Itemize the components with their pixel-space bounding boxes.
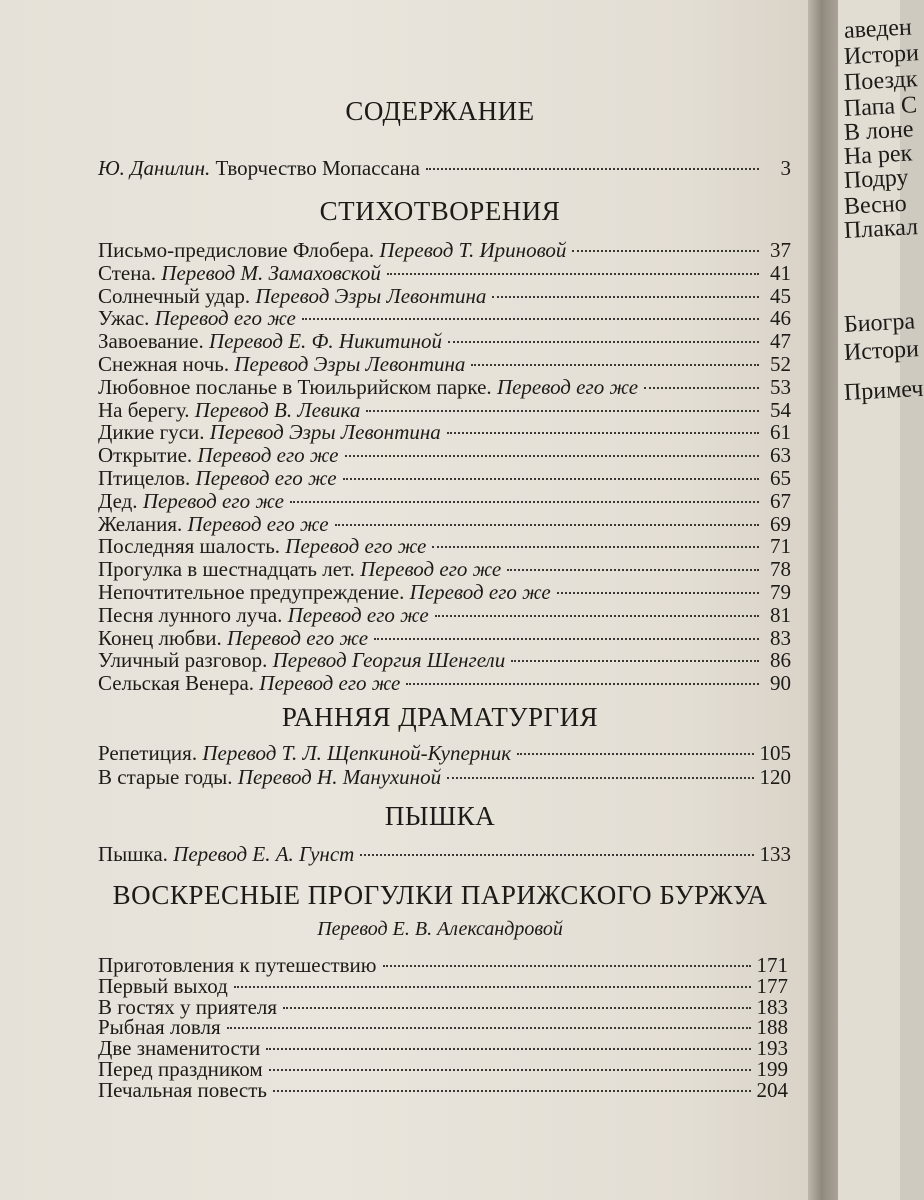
- contents-heading: СОДЕРЖАНИЕ: [345, 96, 535, 126]
- facing-page-fragment: Биогра: [843, 308, 916, 338]
- toc-entry-title: [98, 329, 442, 353]
- toc-entry-translator: Перевод его же: [360, 557, 502, 582]
- toc-entry-title-text: В гостях у приятеля: [98, 994, 278, 1019]
- toc-entry-translator: Перевод его же: [409, 580, 551, 604]
- toc-entry-translator: Перевод Эзры Левонтина: [209, 420, 441, 445]
- dot-leader: [290, 501, 759, 503]
- toc-entry-page: 177: [756, 973, 788, 998]
- dot-leader: [234, 986, 751, 988]
- toc-entry: [98, 741, 791, 765]
- dot-leader: [302, 318, 759, 320]
- toc-entry-translator: Перевод его же: [227, 625, 369, 650]
- toc-entry: [98, 489, 791, 513]
- toc-entry-page: 81: [770, 602, 791, 627]
- dot-leader: [283, 1007, 750, 1009]
- toc-entry-title-text: Первый выход: [98, 973, 228, 998]
- toc-entry-page: 105: [759, 741, 791, 765]
- dot-leader: [447, 432, 759, 434]
- dot-leader: [471, 364, 759, 366]
- toc-entry-page: 54: [770, 397, 791, 422]
- toc-entry-title-text: Рыбная ловля: [98, 1015, 221, 1040]
- toc-entry: [98, 557, 791, 581]
- toc-entry-intro: [98, 156, 791, 180]
- facing-page-fragment: На рек: [843, 140, 913, 170]
- toc-entry-title: [98, 489, 284, 513]
- toc-entry-translator: Перевод Т. Ириновой: [379, 238, 567, 262]
- toc-entry: [98, 238, 791, 262]
- facing-page-fragment: Истори: [843, 40, 920, 70]
- toc-entry-page: 53: [770, 374, 791, 399]
- dot-leader: [432, 546, 759, 548]
- toc-entry-translator: Перевод его же: [496, 374, 639, 399]
- toc-entry-page: 46: [770, 306, 791, 331]
- toc-entry-translator: Перевод Е. Ф. Никитиной: [208, 329, 442, 354]
- facing-page-fragment: Весно: [843, 190, 908, 220]
- toc-entry-page: 171: [756, 953, 788, 977]
- toc-entry-title-text: Солнечный удар.: [98, 283, 251, 308]
- toc-entry-title: [98, 534, 426, 558]
- toc-entry-translator: Перевод его же: [195, 466, 337, 490]
- toc-entry-page: 65: [770, 466, 791, 490]
- toc-entry-title-text: На берегу.: [98, 397, 190, 422]
- toc-entry-title: [98, 156, 420, 180]
- toc-entry-title-text: Птицелов.: [98, 466, 191, 490]
- toc-entry-translator: Перевод его же: [197, 443, 339, 468]
- toc-entry-title-text: Приготовления к путешествию: [98, 953, 377, 977]
- toc-entry: [98, 842, 791, 866]
- dot-leader: [447, 777, 753, 779]
- toc-entry-page: 69: [770, 511, 791, 536]
- dot-leader: [435, 615, 759, 617]
- facing-page-fragment: Папа С: [843, 92, 918, 122]
- toc-entry-translator: Перевод его же: [154, 306, 296, 331]
- toc-entry: [98, 534, 791, 558]
- toc-entry-title-text: Сельская Венера.: [98, 671, 255, 696]
- facing-page-fragment: В лоне: [843, 116, 915, 146]
- toc-entry: [98, 375, 791, 399]
- toc-entry-title-text: Стена.: [98, 260, 157, 285]
- toc-entry-title-text: В старые годы.: [98, 765, 233, 789]
- toc-entry: [98, 580, 791, 604]
- dot-leader: [387, 273, 759, 275]
- dot-leader: [269, 1069, 751, 1071]
- dot-leader: [517, 753, 753, 755]
- toc-entry-title-text: Письмо-предисловие Флобера.: [98, 238, 375, 262]
- toc-entry-title-text: Завоевание.: [98, 329, 204, 354]
- book-gutter: [808, 0, 838, 1200]
- facing-page-fragment: Подру: [843, 164, 910, 194]
- section-heading-drama: РАННЯЯ ДРАМАТУРГИЯ: [281, 702, 599, 732]
- toc-entry-page: 45: [770, 283, 791, 308]
- toc-entry: [98, 352, 791, 376]
- toc-entry: [98, 420, 791, 444]
- toc-entry-translator: Перевод В. Левика: [194, 397, 361, 422]
- toc-entry: [98, 329, 791, 353]
- toc-entry-page: 61: [770, 420, 791, 445]
- dot-leader: [343, 478, 759, 480]
- toc-entry-page: 133: [759, 842, 791, 866]
- toc-entry-title-text: Прогулка в шестнадцать лет.: [98, 557, 355, 582]
- dot-leader: [266, 1048, 750, 1050]
- toc-entry-title: [98, 466, 337, 490]
- toc-entry-translator: Перевод его же: [287, 602, 429, 627]
- dot-leader: [383, 965, 751, 967]
- toc-entry-title: [98, 603, 429, 627]
- toc-entry-title-text: Творчество Мопассана: [215, 156, 420, 180]
- section-heading-poems: СТИХОТВОРЕНИЯ: [319, 196, 561, 226]
- toc-entry-page: 90: [770, 671, 791, 696]
- toc-entry-title: [98, 557, 501, 581]
- toc-entry-title-text: Репетиция.: [98, 741, 198, 765]
- toc-entry: [98, 306, 791, 330]
- toc-entry-page: 193: [756, 1036, 788, 1061]
- dot-leader: [335, 524, 759, 526]
- toc-entry-page: 86: [770, 648, 791, 673]
- toc-entry-title-text: Любовное посланье в Тюильрийском парке.: [98, 374, 492, 399]
- toc-entry-title: [98, 1078, 267, 1102]
- toc-entry-title: [98, 443, 339, 467]
- toc-entry-page: 204: [756, 1077, 788, 1102]
- toc-entry-translator: Перевод его же: [142, 488, 284, 513]
- toc-entry-title: [98, 284, 486, 308]
- toc-entry-title-text: Открытие.: [98, 443, 193, 468]
- dot-leader: [557, 592, 759, 594]
- facing-page-fragment: Плакал: [843, 214, 919, 244]
- toc-entry-title-text: Пышка.: [98, 842, 168, 866]
- toc-entry-page: 183: [756, 994, 788, 1019]
- dot-leader: [572, 250, 759, 252]
- toc-entry-title: [98, 420, 441, 444]
- dot-leader: [507, 569, 759, 571]
- toc-entry: [98, 284, 791, 308]
- toc-entry-translator: Перевод Эзры Левонтина: [255, 283, 487, 308]
- toc-entry: [98, 1078, 788, 1102]
- toc-entry: [98, 261, 791, 285]
- toc-entry-title: [98, 671, 400, 695]
- toc-entry-title: [98, 741, 511, 765]
- toc-entry-author: Ю. Данилин.: [98, 156, 211, 180]
- facing-page-fragment: Примеч: [843, 375, 924, 406]
- toc-entry-title-text: Непочтительное предупреждение.: [98, 580, 405, 604]
- dot-leader: [511, 660, 759, 662]
- dot-leader: [492, 296, 759, 298]
- toc-entry-title: [98, 261, 381, 285]
- toc-entry-page: 37: [770, 238, 791, 262]
- toc-entry-page: 188: [756, 1015, 788, 1040]
- toc-entry-page: 83: [770, 625, 791, 650]
- toc-entry-title: [98, 842, 354, 866]
- toc-entry-page: 41: [770, 260, 791, 285]
- dot-leader: [227, 1027, 751, 1029]
- toc-entry-title-text: Перед праздником: [98, 1057, 263, 1081]
- facing-page-fragment: Поездк: [843, 66, 919, 96]
- dot-leader: [406, 683, 759, 685]
- dot-leader: [273, 1090, 750, 1092]
- toc-entry-page: 79: [770, 580, 791, 604]
- toc-entry-page: 52: [770, 352, 791, 376]
- toc-entry-title: [98, 238, 566, 262]
- toc-entry-page: 63: [770, 443, 791, 468]
- toc-entry-title: [98, 352, 465, 376]
- toc-entry: [98, 671, 791, 695]
- dot-leader: [448, 341, 759, 343]
- toc-entry-title-text: Печальная повесть: [98, 1077, 268, 1102]
- toc-entry: [98, 603, 791, 627]
- toc-entry-translator: Перевод его же: [259, 671, 401, 696]
- toc-entry: [98, 765, 791, 789]
- toc-entry-title: [98, 306, 296, 330]
- facing-page: [838, 0, 924, 1200]
- dot-leader: [345, 455, 760, 457]
- dot-leader: [644, 387, 759, 389]
- toc-entry-translator: Перевод Эзры Левонтина: [234, 352, 466, 376]
- toc-entry-translator: Перевод Георгия Шенгели: [272, 648, 506, 673]
- toc-entry-translator: Перевод Т. Л. Щепкиной-Куперник: [202, 741, 512, 765]
- toc-entry-title-text: Уличный разговор.: [98, 648, 268, 673]
- toc-entry-page: 67: [770, 488, 791, 513]
- dot-leader: [426, 168, 759, 170]
- toc-entry-translator: Перевод его же: [187, 511, 329, 536]
- facing-page-fragment: аведен: [843, 14, 913, 44]
- toc-entry-page: 78: [770, 557, 791, 582]
- toc-entry: [98, 626, 791, 650]
- toc-entry-title: [98, 512, 329, 536]
- toc-entry-title: [98, 626, 368, 650]
- toc-entry-page: 120: [759, 765, 791, 789]
- section-subheading-translator: Перевод Е. В. Александровой: [317, 918, 563, 940]
- toc-entry-title: [98, 398, 360, 422]
- toc-entry-title-text: Снежная ночь.: [98, 352, 230, 376]
- facing-page-fragment: Истори: [843, 336, 920, 366]
- toc-entry-translator: Перевод Н. Манухиной: [237, 765, 442, 789]
- toc-entry-page: 71: [770, 534, 791, 559]
- toc-entry-title-text: Дед.: [98, 488, 138, 513]
- section-heading-sunday-walks: ВОСКРЕСНЫЕ ПРОГУЛКИ ПАРИЖСКОГО БУРЖУА: [112, 880, 768, 910]
- toc-entry-title-text: Две знаменитости: [98, 1036, 261, 1061]
- toc-entry-title: [98, 648, 505, 672]
- section-heading-pyshka: ПЫШКА: [384, 801, 496, 831]
- dot-leader: [366, 410, 759, 412]
- toc-entry-page: 3: [780, 156, 791, 180]
- toc-entry-title: [98, 375, 638, 399]
- toc-entry: [98, 398, 791, 422]
- toc-entry-translator: Перевод Е. А. Гунст: [173, 842, 355, 866]
- toc-entry-title-text: Ужас.: [98, 306, 150, 331]
- toc-entry-translator: Перевод М. Замаховской: [161, 260, 381, 285]
- toc-entry-title-text: Конец любви.: [98, 625, 222, 650]
- toc-entry-title-text: Желания.: [98, 511, 183, 536]
- dot-leader: [374, 638, 759, 640]
- toc-entry: [98, 466, 791, 490]
- toc-entry-page: 199: [756, 1057, 788, 1081]
- dot-leader: [360, 854, 753, 856]
- toc-entry-title: [98, 580, 551, 604]
- toc-entry-title-text: Песня лунного луча.: [98, 602, 283, 627]
- toc-entry-title-text: Дикие гуси.: [98, 420, 205, 445]
- toc-entry-page: 47: [770, 329, 791, 354]
- toc-entry-title-text: Последняя шалость.: [98, 534, 281, 559]
- toc-entry-title: [98, 765, 441, 789]
- toc-entry: [98, 648, 791, 672]
- toc-entry-translator: Перевод его же: [285, 534, 427, 559]
- toc-entry: [98, 443, 791, 467]
- toc-entry: [98, 512, 791, 536]
